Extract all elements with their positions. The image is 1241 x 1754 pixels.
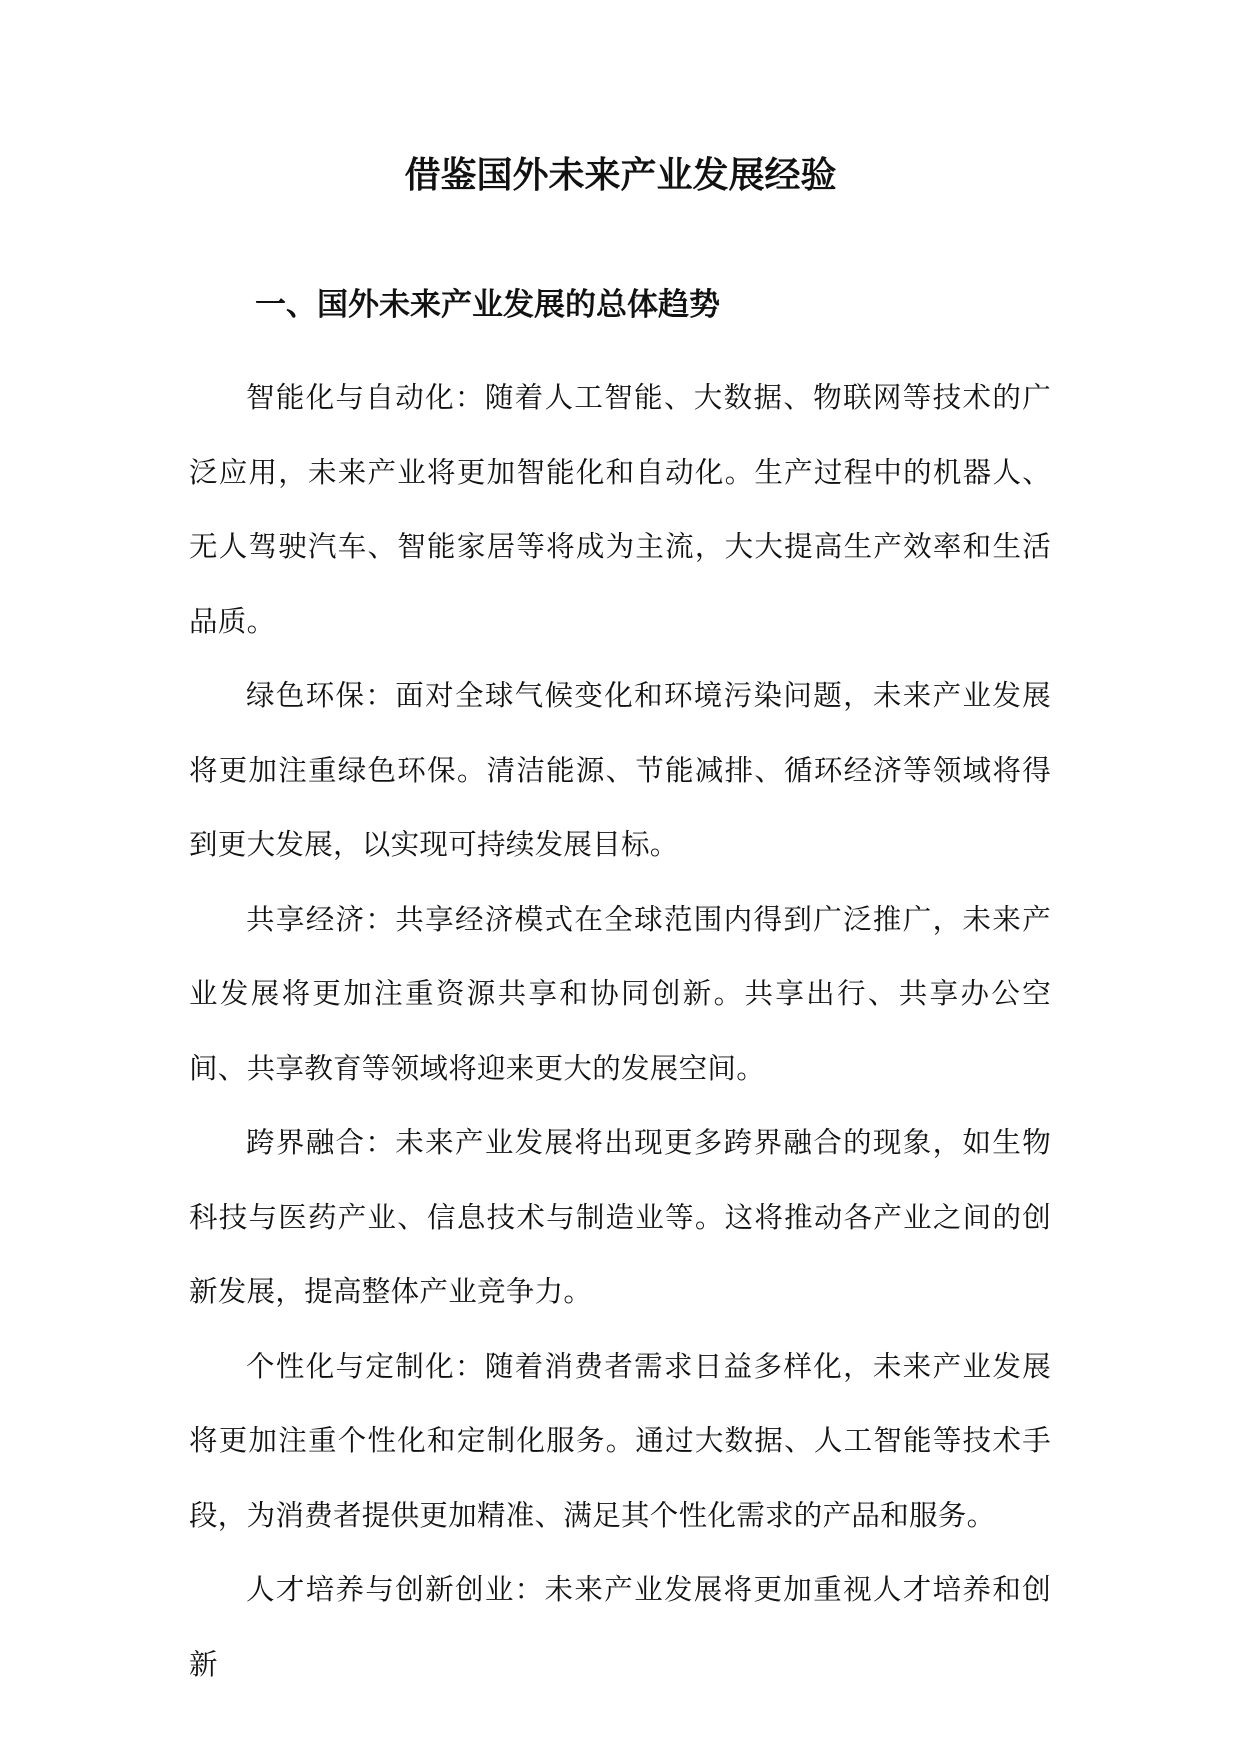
paragraph-customization: 个性化与定制化：随着消费者需求日益多样化，未来产业发展将更加注重个性化和定制化服务。通过大数据、人工智能等技术手段，为消费者提供更加精准、满足其个性化需求的产品和服务。: [189, 1349, 1051, 1532]
document-title: 借鉴国外未来产业发展经验: [404, 155, 837, 196]
paragraph-sharing: 共享经济：共享经济模式在全球范围内得到广泛推广，未来产业发展将更加注重资源共享和协同创新。共享出行、共享办公空间、共享教育等领域将迎来更大的发展空间。: [189, 902, 1051, 1085]
paragraph-crossover: 跨界融合：未来产业发展将出现更多跨界融合的现象，如生物科技与医药产业、信息技术与制造业等。这将推动各产业之间的创新发展，提高整体产业竞争力。: [189, 1126, 1051, 1308]
document-body: [189, 361, 1051, 1702]
section-heading: 一、国外未来产业发展的总体趋势: [255, 287, 720, 323]
paragraph-intelligence: 智能化与自动化：随着人工智能、大数据、物联网等技术的广泛应用，未来产业将更加智能化和自动化。生产过程中的机器人、无人驾驶汽车、智能家居等将成为主流，大大提高生产效率和生活品质。: [189, 381, 1051, 638]
paragraph-talent: 人才培养与创新创业：未来产业发展将更加重视人才培养和创新: [189, 1573, 1051, 1681]
paragraph-green: 绿色环保：面对全球气候变化和环境污染问题，未来产业发展将更加注重绿色环保。清洁能源、节能减排、循环经济等领域将得到更大发展，以实现可持续发展目标。: [189, 679, 1051, 861]
